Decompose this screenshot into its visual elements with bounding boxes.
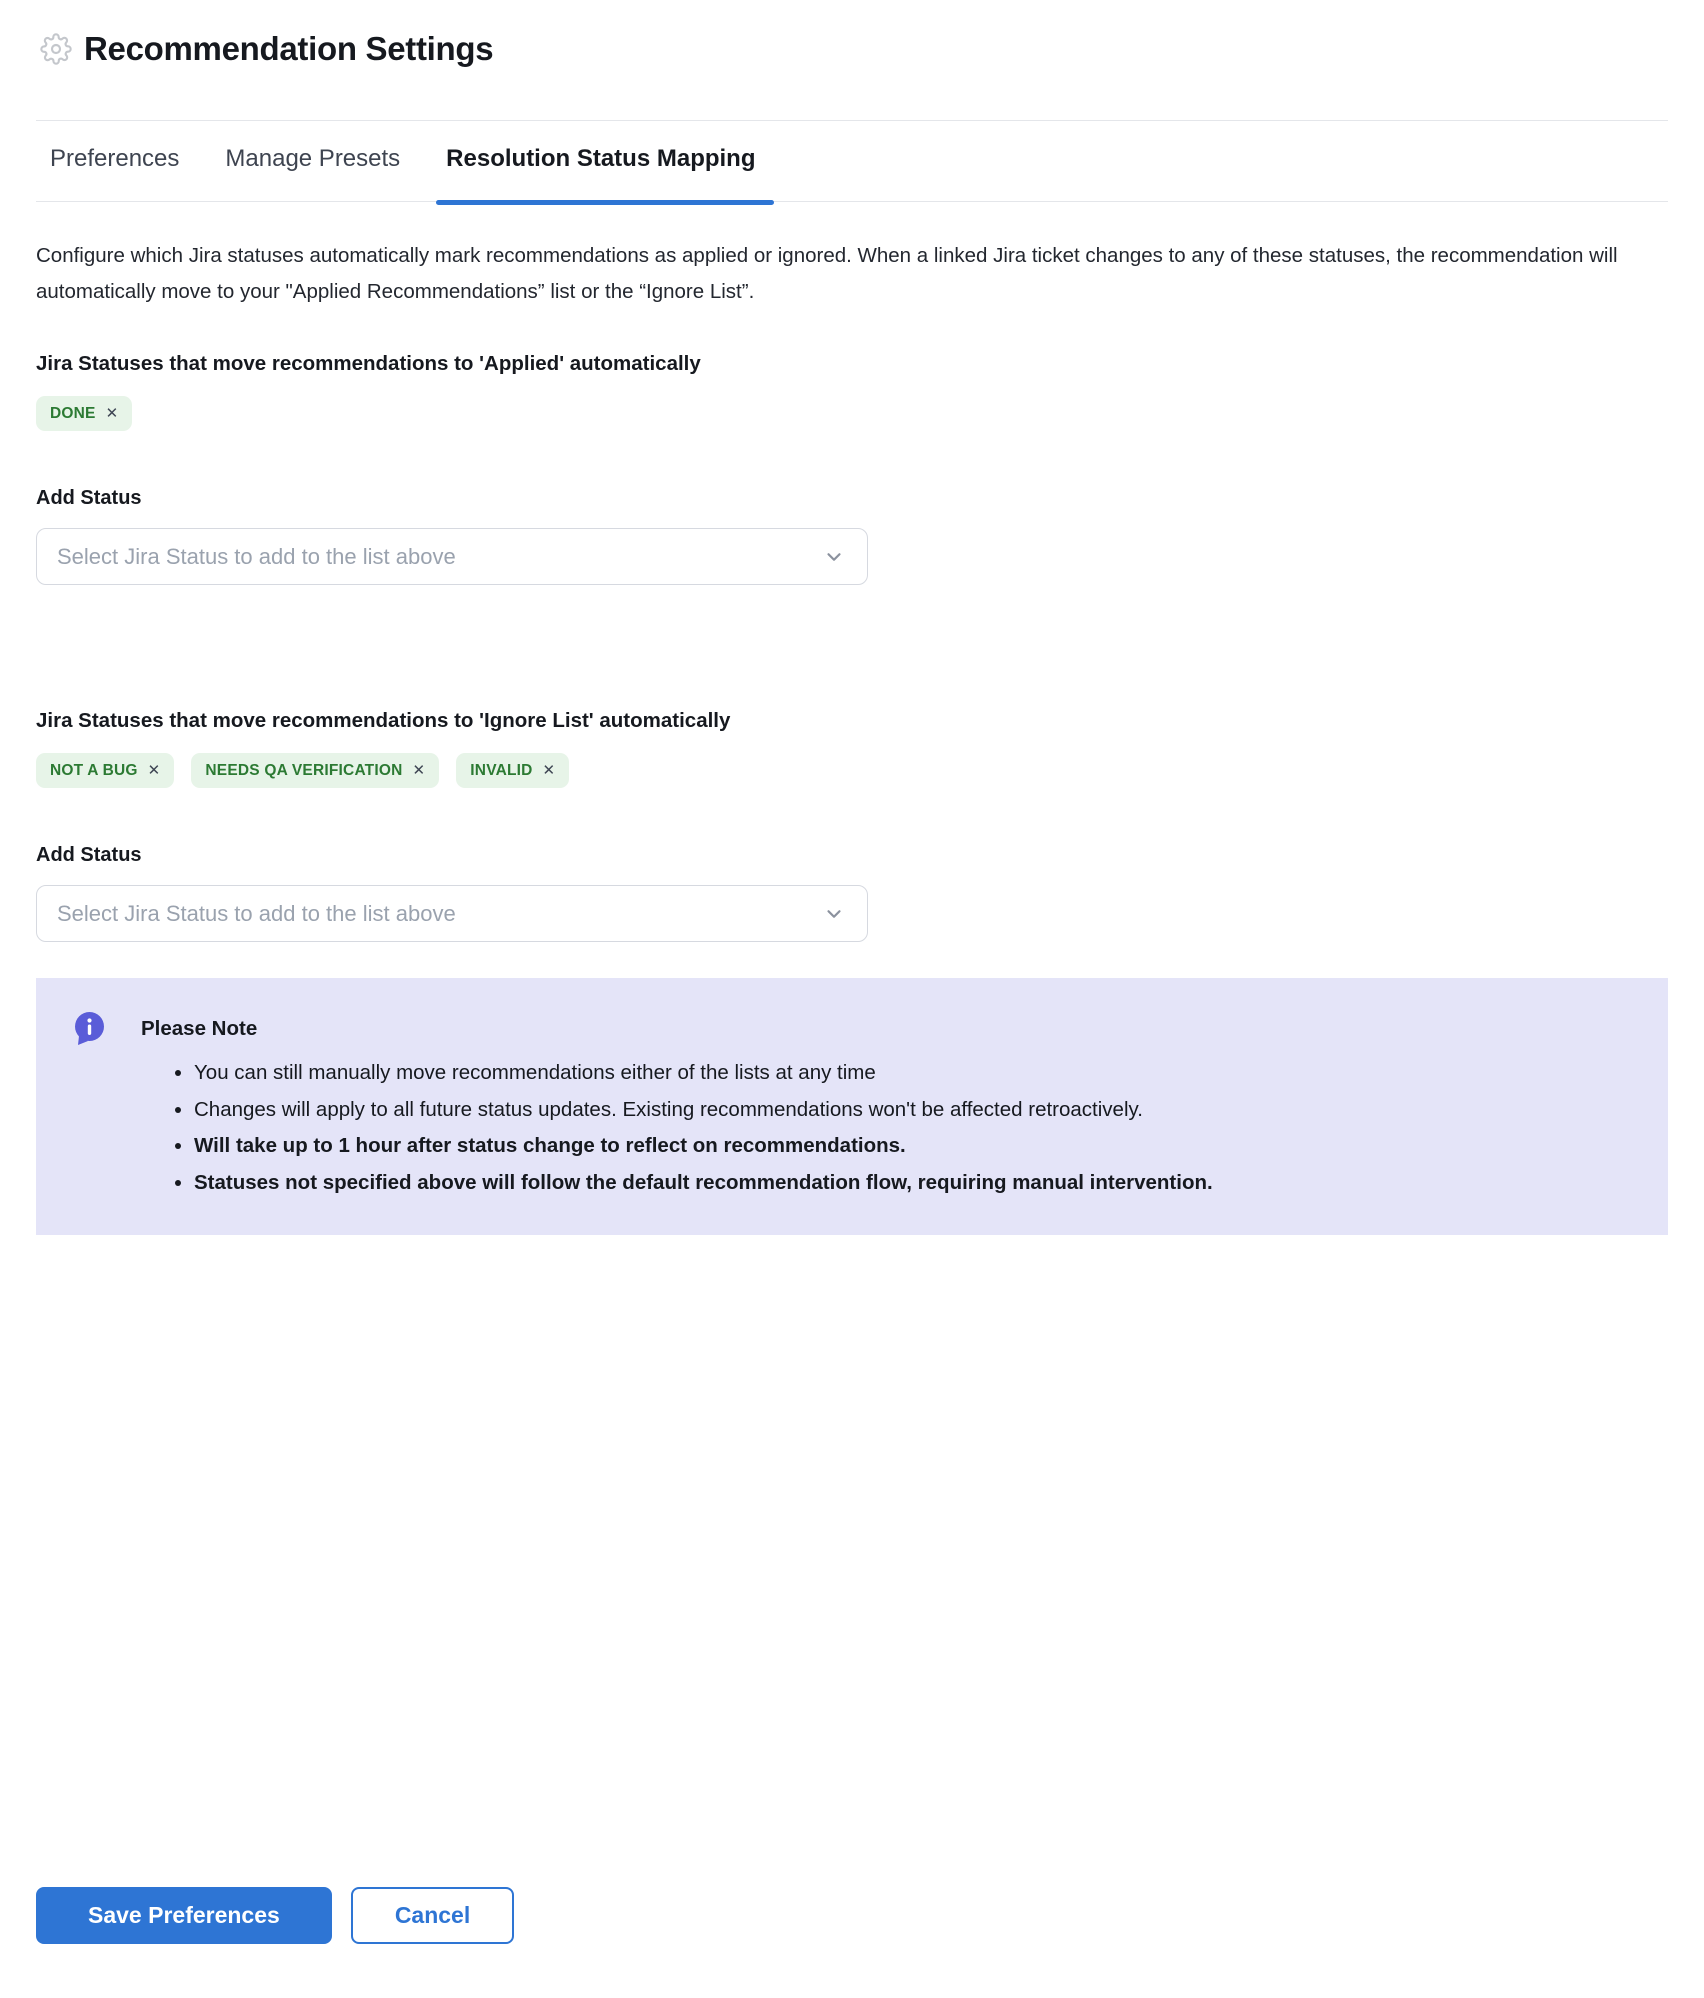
tab-preferences[interactable]: Preferences [50,145,180,172]
ignore-section-heading: Jira Statuses that move recommendations to 'Ignore List' automatically [36,709,731,732]
ignore-select-placeholder: Select Jira Status to add to the list above [57,900,456,926]
note-bullet: • Changes will apply to all future status updates. Existing recommendations won't be affected retroactively. [194,1092,1632,1129]
settings-tabs [36,121,1668,202]
applied-add-status-label: Add Status [36,487,142,509]
gear-icon [40,33,72,65]
chip-label: DONE [50,404,96,422]
applied-chip-row [36,396,1668,431]
chip-remove-icon[interactable]: ✕ [412,762,426,779]
chevron-down-icon [823,546,845,568]
note-header [72,1010,1632,1047]
info-bubble-icon [72,1010,107,1047]
chevron-down-icon [823,903,845,925]
action-buttons [36,1887,1668,1944]
applied-select-placeholder: Select Jira Status to add to the list above [57,543,456,569]
ignore-status-select[interactable] [36,885,868,942]
status-chip-invalid [456,753,569,788]
ignore-chip-row [36,753,1668,788]
page-description: Configure which Jira statuses automatically mark recommendations as applied or ignored. When a linked Jira ticket changes to any of these statuses, the recommendation will automatically move to your "Applied Recommendations” list or the “Ignore List”. [36,244,1618,303]
chip-label: NEEDS QA VERIFICATION [205,761,403,779]
cancel-button[interactable]: Cancel [351,1887,514,1944]
applied-section-heading: Jira Statuses that move recommendations to 'Applied' automatically [36,352,701,375]
chip-label: INVALID [470,761,533,779]
applied-status-select[interactable] [36,528,868,585]
page-header [36,30,1668,68]
chip-remove-icon[interactable]: ✕ [542,762,556,779]
chip-remove-icon[interactable]: ✕ [147,762,161,779]
tab-resolution-status-mapping[interactable]: Resolution Status Mapping [446,145,756,172]
note-bullet-list [72,1055,1632,1201]
note-title: Please Note [141,1016,258,1040]
tab-manage-presets[interactable]: Manage Presets [225,145,401,172]
ignore-add-status-label: Add Status [36,844,142,866]
please-note-callout [36,978,1668,1235]
status-chip-done [36,396,132,431]
status-chip-needs-qa-verification [191,753,439,788]
note-bullet: • Statuses not specified above will follow the default recommendation flow, requiring manual intervention. [194,1165,1632,1202]
chip-remove-icon[interactable]: ✕ [105,405,119,422]
chip-label: NOT A BUG [50,761,138,779]
note-bullet: • Will take up to 1 hour after status change to reflect on recommendations. [194,1128,1632,1165]
page-title: Recommendation Settings [84,30,494,67]
status-chip-not-a-bug [36,753,174,788]
save-preferences-button[interactable]: Save Preferences [36,1887,332,1944]
note-bullet: • You can still manually move recommendations either of the lists at any time [194,1055,1632,1092]
